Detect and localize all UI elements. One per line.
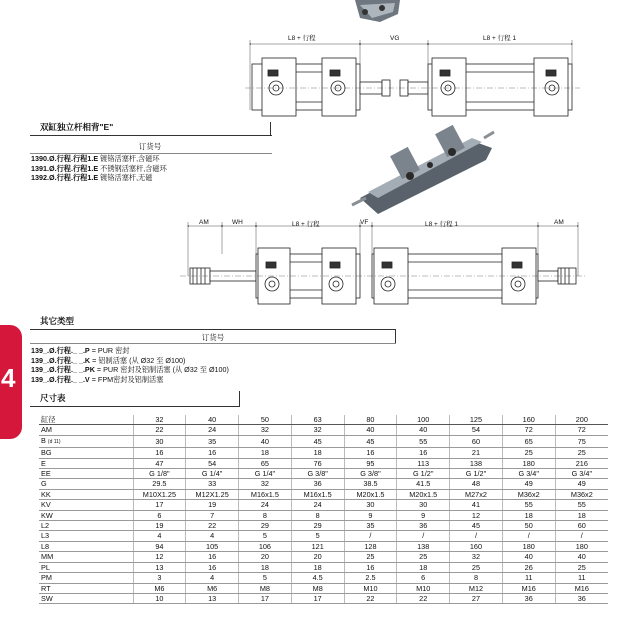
order-line: 1391.Ø.行程.行程1.E 不锈钢活塞杆,含磁环 [31,163,167,173]
table-cell: 8 [450,573,503,583]
table-cell: 54 [186,458,239,468]
table-cell: 75 [555,435,608,447]
cylinder-photo-top [355,0,400,22]
table-cell: 24 [186,425,239,435]
order-line: 1390.Ø.行程.行程1.E 镀铬活塞杆,含磁环 [31,154,160,163]
table-cell: 3 [133,573,186,583]
divider [30,135,272,136]
table-cell: / [555,531,608,541]
order-line: 139_.Ø.行程._ _.K = 铝制活塞 (从 Ø32 至 Ø100) [31,355,186,365]
table-cell: 32 [450,552,503,562]
row-label-text: L2 [41,521,50,531]
table-cell: 35 [344,521,397,531]
table-cell: 41.5 [397,479,450,489]
table-cell: 55 [555,500,608,510]
header-cell: 200 [555,415,608,425]
table-cell: / [450,531,503,541]
table-cell: G 1/4" [186,469,239,479]
row-label-text: B [41,435,46,445]
divider [30,329,396,330]
dim-label-am-right: AM [554,219,564,226]
table-cell: 35 [186,435,239,447]
table-cell: G 1/8" [133,469,186,479]
table-cell: 40 [502,552,555,562]
table-cell: 6 [133,510,186,520]
table-cell: 45 [450,521,503,531]
table-cell: 16 [133,448,186,458]
table-cell: 7 [186,510,239,520]
table-row [39,435,608,447]
table-cell: 22 [186,521,239,531]
row-label-note: (d 11) [47,438,61,445]
table-cell: 65 [502,435,555,447]
row-label [39,573,133,583]
table-cell: M12X1.25 [186,489,239,499]
row-label [39,531,133,541]
table-cell: 30 [133,435,186,447]
row-label [39,425,133,435]
table-row [39,448,608,458]
table-cell: 30 [344,500,397,510]
table-cell: 36 [397,521,450,531]
divider [30,406,240,407]
table-cell: M6 [186,583,239,593]
table-cell: G 1/2" [397,469,450,479]
table-row [39,521,608,531]
drawing-top [245,40,580,116]
table-cell: M10 [344,583,397,593]
table-cell: 40 [555,552,608,562]
table-cell: 20 [291,552,344,562]
table-cell: 8 [239,510,292,520]
table-cell: 22 [344,593,397,603]
table-cell: 6 [397,573,450,583]
table-cell: M16 [555,583,608,593]
header-cell: 80 [344,415,397,425]
table-cell: 20 [239,552,292,562]
order-list-other [31,346,229,384]
section-title-double: 双缸独立杆相背"E" [40,122,114,132]
table-cell: 9 [344,510,397,520]
table-cell: 16 [344,562,397,572]
table-cell: 36 [502,593,555,603]
row-label-text: L3 [41,531,50,541]
row-label-text: RT [41,583,51,593]
table-cell: 25 [555,562,608,572]
row-label [39,541,133,551]
table-cell: M36x2 [502,489,555,499]
dim-label-vg: VG [390,35,400,42]
cylinder-photo-middle [352,125,494,214]
table-row [39,500,608,510]
table-cell: M10 [397,583,450,593]
order-header-other: 订货号 [201,333,225,342]
row-label [39,479,133,489]
table-cell: M8 [291,583,344,593]
row-label [39,458,133,468]
table-cell: 36 [291,479,344,489]
row-label [39,583,133,593]
table-cell: 16 [397,448,450,458]
section-title-dimensions: 尺寸表 [40,393,66,403]
table-cell: 5 [291,531,344,541]
table-cell: G 3/4" [502,469,555,479]
table-cell: 25 [555,448,608,458]
table-cell: 29.5 [133,479,186,489]
row-label [39,469,133,479]
table-cell: / [397,531,450,541]
table-cell: M27x2 [450,489,503,499]
table-cell: 18 [239,448,292,458]
table-row [39,425,608,435]
table-cell: 128 [344,541,397,551]
table-cell: 45 [291,435,344,447]
table-cell: 17 [291,593,344,603]
row-label-text: SW [41,593,53,603]
table-cell: 16 [186,562,239,572]
table-cell: 4 [133,531,186,541]
table-cell: 18 [502,510,555,520]
section-title-other: 其它类型 [40,316,75,326]
row-label-text: KV [41,500,51,510]
table-cell: 32 [239,425,292,435]
table-cell: 29 [239,521,292,531]
table-cell: G 3/8" [344,469,397,479]
row-label-text: MM [41,552,54,562]
table-header-row [39,415,608,425]
header-cell: 63 [291,415,344,425]
dimension-table [39,415,608,604]
table-cell: M36x2 [555,489,608,499]
dim-label-vf: VF [360,219,369,226]
order-line: 1392.Ø.行程.行程1.E 镀铬活塞杆,无磁 [31,173,153,182]
table-cell: 2.5 [344,573,397,583]
table-cell: 25 [502,448,555,458]
table-cell: 160 [450,541,503,551]
table-cell: M20x1.5 [397,489,450,499]
table-cell: 216 [555,458,608,468]
header-cell: 160 [502,415,555,425]
table-cell: 94 [133,541,186,551]
table-cell: 49 [502,479,555,489]
dim-label-wh: WH [232,219,243,226]
table-cell: 180 [555,541,608,551]
header-cell-bore: 缸径 [39,415,133,425]
table-row [39,573,608,583]
row-label-text: AM [41,425,52,435]
table-cell: 21 [450,448,503,458]
table-cell: 22 [397,593,450,603]
table-cell: 19 [133,521,186,531]
table-cell: 54 [450,425,503,435]
table-cell: 10 [133,593,186,603]
table-cell: 65 [239,458,292,468]
table-cell: 60 [450,435,503,447]
order-line: 139_.Ø.行程._ _.PK = PUR 密封及铝制活塞 (从 Ø32 至 Ø100) [31,365,229,374]
row-label-text: BG [41,448,52,458]
order-line: 139_.Ø.行程._ _.V = FPM密封及铝制活塞 [31,374,164,384]
table-cell: M20x1.5 [344,489,397,499]
row-label-text: G [41,479,47,489]
page-tab-number: 4 [1,363,16,393]
table-cell: 41 [450,500,503,510]
table-cell: / [344,531,397,541]
table-cell: 30 [397,500,450,510]
table-cell: 32 [291,425,344,435]
table-cell: 17 [133,500,186,510]
table-cell: 26 [502,562,555,572]
row-label-text: KW [41,510,53,520]
table-row [39,583,608,593]
row-label [39,448,133,458]
table-cell: 19 [186,500,239,510]
table-cell: 16 [186,552,239,562]
table-cell: / [502,531,555,541]
table-cell: 40 [397,425,450,435]
table-cell: 55 [502,500,555,510]
dim-label-l8-stroke1-mid: L8 + 行程 1 [425,221,459,228]
dim-label-l8-stroke: L8 + 行程 [288,35,316,42]
row-label [39,562,133,572]
table-row [39,489,608,499]
table-row [39,552,608,562]
header-cell: 40 [186,415,239,425]
table-row [39,510,608,520]
header-cell: 50 [239,415,292,425]
row-label-text: PM [41,573,52,583]
table-row [39,541,608,551]
row-label [39,552,133,562]
row-label [39,593,133,603]
table-cell: 180 [502,541,555,551]
table-cell: M16x1.5 [291,489,344,499]
header-cell: 32 [133,415,186,425]
table-row [39,593,608,603]
table-cell: 180 [502,458,555,468]
table-cell: 18 [555,510,608,520]
table-cell: 18 [291,562,344,572]
table-cell: 5 [239,531,292,541]
table-row [39,469,608,479]
table-cell: 18 [239,562,292,572]
table-cell: 36 [555,593,608,603]
table-cell: 12 [450,510,503,520]
table-cell: 138 [397,541,450,551]
table-cell: M8 [239,583,292,593]
table-cell: 25 [397,552,450,562]
header-cell: 100 [397,415,450,425]
table-cell: M12 [450,583,503,593]
order-list-double [31,154,167,183]
table-cell: 24 [239,500,292,510]
table-cell: M6 [133,583,186,593]
table-cell: 13 [133,562,186,572]
table-cell: G 3/4" [555,469,608,479]
row-label [39,510,133,520]
page-tab [0,325,22,439]
table-cell: 13 [186,593,239,603]
table-row [39,458,608,468]
table-cell: 11 [555,573,608,583]
table-cell: 8 [291,510,344,520]
table-cell: G 1/4" [239,469,292,479]
table-cell: 95 [344,458,397,468]
table-cell: 49 [555,479,608,489]
table-cell: 25 [344,552,397,562]
table-cell: 105 [186,541,239,551]
header-cell: 125 [450,415,503,425]
table-cell: 4.5 [291,573,344,583]
table-cell: 47 [133,458,186,468]
table-cell: 121 [291,541,344,551]
row-label [39,489,133,499]
table-cell: M16x1.5 [239,489,292,499]
table-cell: 40 [239,435,292,447]
table-cell: 32 [239,479,292,489]
row-label-text: EE [41,469,51,479]
table-cell: 29 [291,521,344,531]
row-label-text: E [41,458,46,468]
table-cell: 72 [555,425,608,435]
dim-label-am-left: AM [199,219,209,226]
table-cell: 45 [344,435,397,447]
divider [270,122,271,136]
table-cell: 25 [450,562,503,572]
table-cell: 4 [186,531,239,541]
table-cell: M16 [502,583,555,593]
row-label [39,521,133,531]
table-cell: G 1/2" [450,469,503,479]
table-cell: 27 [450,593,503,603]
row-label [39,500,133,510]
dim-label-l8-stroke-mid: L8 + 行程 [292,221,320,228]
table-cell: 17 [239,593,292,603]
divider [239,391,240,407]
row-label [39,435,133,447]
table-cell: 138 [450,458,503,468]
table-row [39,531,608,541]
table-cell: 22 [133,425,186,435]
table-cell: 16 [186,448,239,458]
table-cell: 18 [397,562,450,572]
table-cell: 60 [555,521,608,531]
table-cell: 24 [291,500,344,510]
table-cell: M10X1.25 [133,489,186,499]
table-cell: 16 [344,448,397,458]
table-cell: 106 [239,541,292,551]
order-line: 139_.Ø.行程._ _.P = PUR 密封 [31,346,130,355]
table-cell: 18 [291,448,344,458]
table-cell: G 3/8" [291,469,344,479]
table-cell: 72 [502,425,555,435]
table-cell: 11 [502,573,555,583]
table-cell: 40 [344,425,397,435]
table-cell: 113 [397,458,450,468]
table-row [39,562,608,572]
row-label-text: PL [41,562,50,572]
table-cell: 55 [397,435,450,447]
divider [30,343,396,344]
row-label-text: L8 [41,541,50,551]
dim-label-l8-stroke1-top: L8 + 行程 1 [483,35,517,42]
table-cell: 33 [186,479,239,489]
table-cell: 4 [186,573,239,583]
table-cell: 9 [397,510,450,520]
table-row [39,479,608,489]
order-header-double: 订货号 [138,142,162,151]
table-cell: 76 [291,458,344,468]
table-cell: 12 [133,552,186,562]
drawing-middle [180,222,586,304]
table-cell: 38.5 [344,479,397,489]
table-cell: 5 [239,573,292,583]
row-label-text: KK [41,489,51,499]
table-cell: 48 [450,479,503,489]
table-cell: 50 [502,521,555,531]
